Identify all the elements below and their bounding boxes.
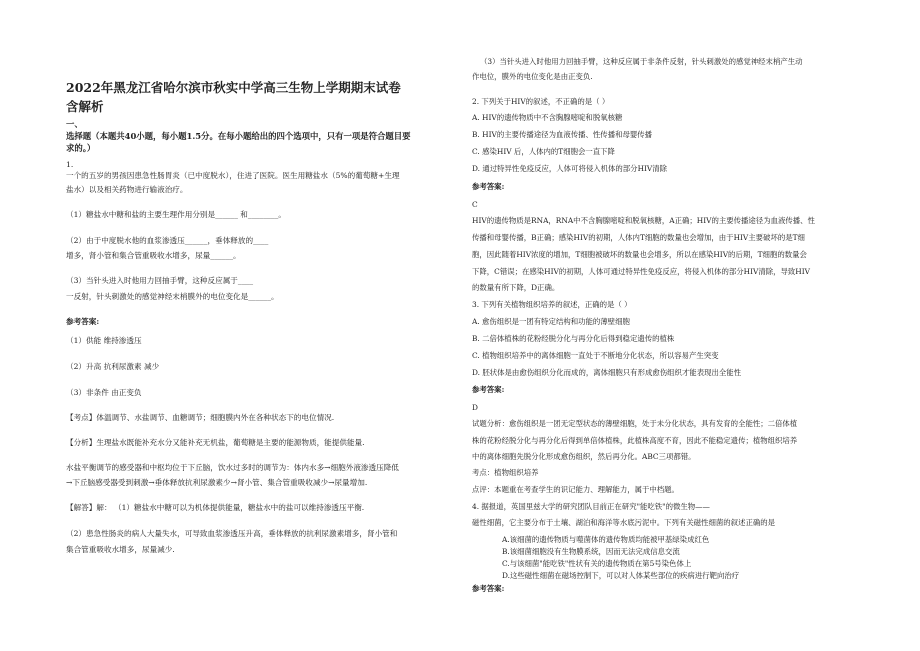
q3-option-d: D. 胚状体是由愈伤组织分化而成的，离体细胞只有形成愈伤组织才能表现出全能性: [472, 368, 742, 377]
q1-explanation-7: 集合管重吸收水增多，尿量减少.: [66, 545, 175, 554]
document-title: [66, 78, 448, 116]
q2-option-d: D. 通过特异性免疫反应，人体可将侵入机体的部分HIV清除: [472, 164, 668, 173]
q2-answer: C: [472, 200, 478, 209]
q1-part-2-cont: 增多，肾小管和集合管重吸收水增多，尿量______。: [66, 251, 241, 260]
q2-explanation-4: 下降，C错误；在感染HIV的初期，人体可通过特异性免疫反应，将侵入机体的部分HIV清除，导致HIV: [472, 267, 810, 276]
q4-option-c: C.与该细菌"能吃铁"性状有关的遗传物质在第5号染色体上: [502, 559, 692, 568]
q3-option-a: A. 愈伤组织是一团有特定结构和功能的薄壁细胞: [472, 317, 630, 326]
q1-number: 1.: [66, 160, 74, 169]
q3-explanation-3: 中的离体细胞先脱分化形成愈伤组织，然后再分化。ABC三项都错。: [472, 452, 696, 461]
q2-explanation-2: 传播和母婴传播，B正确；感染HIV的初期，人体内T细胞的数量也会增加，由于HIV主要破坏的是T细: [472, 233, 805, 242]
q1-explanation-4: →下丘脑感受器受到刺激→垂体释放抗利尿激素少→肾小管、集合管重吸收减少→尿量增加.: [66, 478, 368, 487]
q2-answer-label: 参考答案:: [472, 182, 505, 191]
q1-part-3: （3）当针头进入时他用力回抽手臂，这种反应属于____: [66, 276, 254, 285]
q1-part-2: （2）由于中度脱水他的血浆渗透压______，垂体释放的____: [66, 236, 269, 245]
q1-answer-label: 参考答案:: [66, 317, 100, 326]
q3-answer-label: 参考答案:: [472, 385, 505, 394]
q2-option-b: B. HIV的主要传播途径为血液传播、性传播和母婴传播: [472, 130, 653, 139]
q3-option-b: B. 二倍体植株的花粉经脱分化与再分化后得到稳定遗传的植株: [472, 334, 675, 343]
section-number: 一、: [66, 119, 83, 129]
q1-explanation-3: 水盐平衡调节的感受器和中枢均位于下丘脑，饮水过多时的调节为：体内水多→细胞外液渗透压降低: [66, 463, 399, 472]
q2-explanation-1: HIV的遗传物质是RNA，RNA中不含胸腺嘧啶和脱氧核糖，A正确；HIV的主要传播途径为血液传播、性: [472, 216, 815, 225]
q1-cont-line-1: （3）当针头进入时他用力回抽手臂，这种反应属于非条件反射，针头刺激处的感觉神经末梢产生动: [480, 57, 803, 66]
title-line-1: 2022年黑龙江省哈尔滨市秋实中学高三生物上学期期末试卷: [66, 80, 401, 95]
section-header-line-2: 求的。）: [66, 143, 96, 153]
q3-explanation-2: 株的花粉经脱分化与再分化后得到单倍体植株，此植株高度不育，因此不能稳定遗传；植物组织培养: [472, 436, 798, 445]
q3-option-c: C. 植物组织培养中的离体细胞一直处于不断地分化状态，所以容易产生突变: [472, 351, 719, 360]
q1-stem-line-2: 盐水）以及相关药物进行输液治疗。: [66, 185, 188, 194]
q2-stem: 2. 下列关于HIV的叙述，不正确的是（ ）: [472, 97, 610, 106]
q3-answer: D: [472, 403, 478, 412]
q3-explanation-4: 考点：植物组织培养: [472, 468, 539, 477]
title-line-2: 含解析: [66, 99, 104, 114]
q4-stem-line-1: 4. 据报道，英国里兹大学的研究团队目前正在研究"能吃铁"的微生物——: [472, 502, 710, 511]
q1-part-1: （1）糖盐水中糖和盐的主要生理作用分别是______ 和________。: [66, 210, 286, 219]
q2-explanation-3: 胞，因此随着HIV浓度的增加，T细胞被破坏的数量也会增多，所以在感染HIV的后期，T细胞的数量会: [472, 250, 807, 259]
q4-answer-label: 参考答案:: [472, 584, 505, 593]
q3-explanation-1: 试题分析：愈伤组织是一团无定型状态的薄壁细胞，处于未分化状态，具有发育的全能性；二倍体植: [472, 419, 798, 428]
q1-answer-1: （1）供能 维持渗透压: [66, 336, 142, 345]
q2-option-a: A. HIV的遗传物质中不含胸腺嘧啶和脱氧核糖: [472, 113, 623, 122]
q1-answer-2: （2）升高 抗利尿激素 减少: [66, 362, 160, 371]
q2-option-c: C. 感染HIV 后，人体内的T细胞会一直下降: [472, 147, 615, 156]
q4-option-b: B.该细菌细胞没有生物膜系统，因而无法完成信息交流: [502, 547, 680, 556]
q4-option-a: A.该细菌的遗传物质与噬菌体的遗传物质均能被甲基绿染成红色: [502, 535, 710, 544]
section-header-line-1: 选择题（本题共40小题，每小题1.5分。在每小题给出的四个选项中，只有一项是符合题目要: [66, 131, 411, 141]
q2-explanation-5: 的数量有所下降，D正确。: [472, 283, 560, 292]
q3-stem: 3. 下列有关植物组织培养的叙述，正确的是（ ）: [472, 300, 632, 309]
q1-explanation-5: 【解答】解： （1）糖盐水中糖可以为机体提供能量，糖盐水中的盐可以维持渗透压平衡.: [66, 503, 365, 512]
q1-explanation-2: 【分析】生理盐水既能补充水分又能补充无机盐，葡萄糖是主要的能源物质，能提供能量.: [66, 438, 365, 447]
q1-stem-line-1: 一个的五岁的男孩因患急性肠胃炎（已中度脱水），住进了医院。医生用糖盐水（5%的葡萄糖+生理: [66, 171, 400, 180]
q1-answer-3: （3）非条件 由正变负: [66, 388, 142, 397]
q3-explanation-5: 点评：本题重在考查学生的识记能力、理解能力，属于中档题。: [472, 485, 679, 494]
q1-cont-line-2: 作电位，膜外的电位变化是由正变负.: [472, 72, 593, 81]
q4-option-d: D.这些磁性细菌在磁场控制下，可以对人体某些部位的疾病进行靶向治疗: [502, 571, 740, 580]
q1-explanation-6: （2）患急性肠炎的病人大量失水，可导致血浆渗透压升高，垂体释放的抗利尿激素增多，肾小管和: [66, 529, 398, 538]
q1-part-3-cont: 一反射，针头刺激处的感觉神经末梢膜外的电位变化是______。: [66, 292, 279, 301]
q4-stem-line-2: 磁性细菌，它主要分布于土壤、湖泊和海洋等水底污泥中。下列有关磁性细菌的叙述正确的是: [472, 518, 776, 527]
q1-explanation-1: 【考点】体温调节、水盐调节、血糖调节；细胞膜内外在各种状态下的电位情况.: [66, 413, 335, 422]
